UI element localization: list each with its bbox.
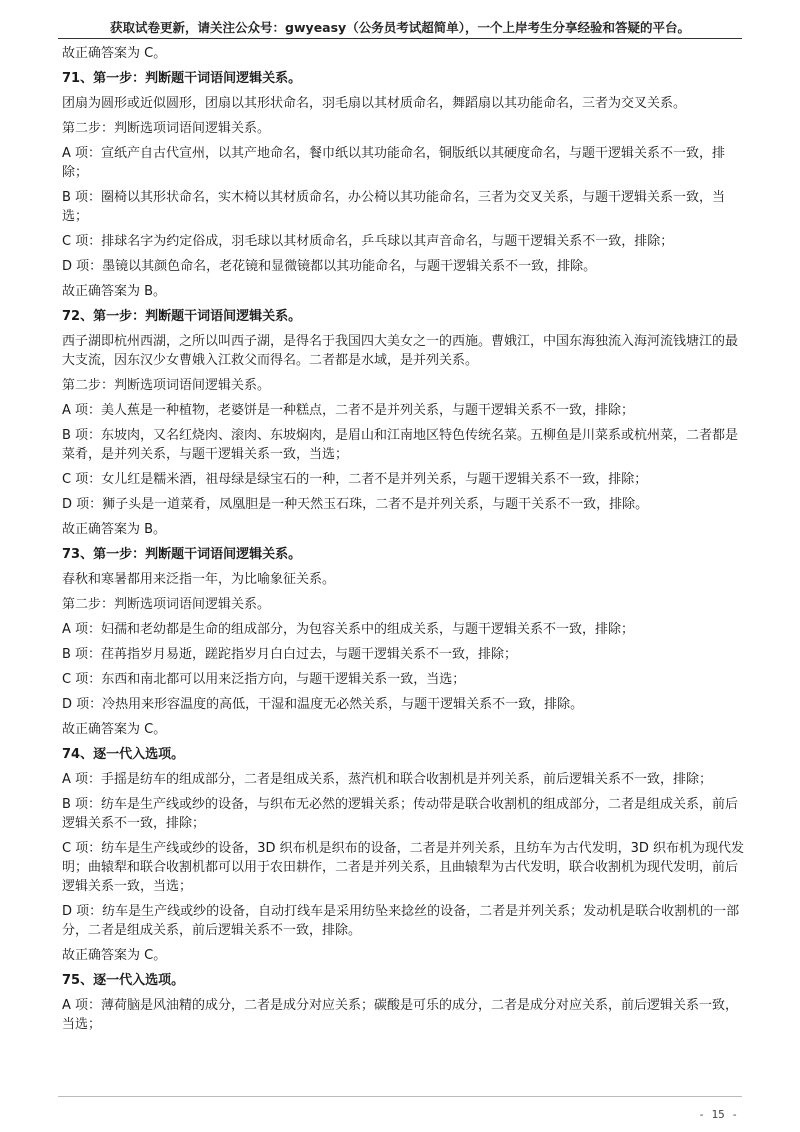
option-d: D 项：墨镜以其颜色命名，老花镜和显微镜都以其功能命名，与题干逻辑关系不一致，排除。	[62, 259, 597, 274]
page-header: 获取试卷更新，请关注公众号：gwyeasy（公务员考试超简单），一个上岸考生分享经验和答疑的平台。	[110, 20, 690, 35]
step-heading: 第二步：判断选项词语间逻辑关系。	[62, 378, 271, 393]
answer-line: 故正确答案为 C。	[62, 948, 167, 963]
option-c: C 项：女儿红是糯米酒，祖母绿是绿宝石的一种，二者不是并列关系，与题干逻辑关系不一致，排除；	[62, 472, 648, 487]
paragraph: 西子湖即杭州西湖，之所以叫西子湖，是得名于我国四大美女之一的西施。曹娥江，中国东海独流入海河流钱塘江的最大支流，因东汉少女曹娥入江救父而得名。二者都是水域，是并列关系。	[62, 334, 739, 368]
option-c: C 项：纺车是生产线或纱的设备，3D 织布机是织布的设备，二者是并列关系，且纺车为古代发明，3D 织布机为现代发明；曲辕犁和联合收割机都可以用于农田耕作，二者是并列关系，且曲辕犁为古代发明，联合收割机为现代发明，前后逻辑关系一致，当选；	[62, 841, 745, 894]
question-72-heading: 72、第一步：判断题干词语间逻辑关系。	[62, 309, 302, 324]
option-b: B 项：荏苒指岁月易逝，蹉跎指岁月白白过去，与题干逻辑关系不一致，排除；	[62, 647, 518, 662]
question-73-heading: 73、第一步：判断题干词语间逻辑关系。	[62, 547, 302, 562]
option-b: B 项：圈椅以其形状命名，实木椅以其材质命名，办公椅以其功能命名，三者为交叉关系，与题干逻辑关系一致，当选；	[62, 190, 726, 224]
step-heading: 第二步：判断选项词语间逻辑关系。	[62, 121, 271, 136]
answer-line: 故正确答案为 B。	[62, 284, 167, 299]
answer-line: 故正确答案为 C。	[62, 46, 167, 61]
paragraph: 春秋和寒暑都用来泛指一年，为比喻象征关系。	[62, 572, 336, 587]
document-body	[62, 44, 746, 1040]
question-74-heading: 74、逐一代入选项。	[62, 747, 185, 762]
page-number: - 15 -	[698, 1108, 738, 1121]
option-b: B 项：纺车是生产线或纱的设备，与织布无必然的逻辑关系；传动带是联合收割机的组成部分，二者是组成关系，前后逻辑关系不一致，排除；	[62, 797, 739, 831]
option-d: D 项：狮子头是一道菜肴，凤凰胆是一种天然玉石珠，二者不是并列关系，与题干关系不一致，排除。	[62, 497, 649, 512]
option-c: C 项：排球名字为约定俗成，羽毛球以其材质命名，乒乓球以其声音命名，与题干逻辑关系不一致，排除；	[62, 234, 674, 249]
option-a: A 项：美人蕉是一种植物，老婆饼是一种糕点，二者不是并列关系，与题干逻辑关系不一致，排除；	[62, 403, 635, 418]
step-heading: 第二步：判断选项词语间逻辑关系。	[62, 597, 271, 612]
question-75-heading: 75、逐一代入选项。	[62, 973, 185, 988]
paragraph: 团扇为圆形或近似圆形，团扇以其形状命名，羽毛扇以其材质命名，舞蹈扇以其功能命名，三者为交叉关系。	[62, 96, 687, 111]
option-d: D 项：冷热用来形容温度的高低，干湿和温度无必然关系，与题干逻辑关系不一致，排除。	[62, 697, 584, 712]
answer-line: 故正确答案为 B。	[62, 522, 167, 537]
option-d: D 项：纺车是生产线或纱的设备，自动打线车是采用纺坠来捻丝的设备，二者是并列关系；发动机是联合收割机的一部分，二者是组成关系，前后逻辑关系不一致，排除。	[62, 904, 740, 938]
option-a: A 项：手摇是纺车的组成部分，二者是组成关系，蒸汽机和联合收割机是并列关系，前后逻辑关系不一致，排除；	[62, 772, 713, 787]
option-a: A 项：薄荷脑是风油精的成分，二者是成分对应关系；碳酸是可乐的成分，二者是成分对应关系，前后逻辑关系一致，当选；	[62, 998, 739, 1032]
question-71-heading: 71、第一步：判断题干词语间逻辑关系。	[62, 71, 302, 86]
option-a: A 项：妇孺和老幼都是生命的组成部分，为包容关系中的组成关系，与题干逻辑关系不一致，排除；	[62, 622, 635, 637]
option-c: C 项：东西和南北都可以用来泛指方向，与题干逻辑关系一致，当选；	[62, 672, 466, 687]
option-a: A 项：宣纸产自古代宣州，以其产地命名，餐巾纸以其功能命名，铜版纸以其硬度命名，与题干逻辑关系不一致，排除；	[62, 146, 726, 180]
footer-rule	[58, 1096, 742, 1097]
answer-line: 故正确答案为 C。	[62, 722, 167, 737]
option-b: B 项：东坡肉，又名红烧肉、滚肉、东坡焖肉，是眉山和江南地区特色传统名菜。五柳鱼是川菜系或杭州菜，二者都是菜肴，是并列关系，与题干逻辑关系一致，当选；	[62, 428, 739, 462]
header-rule	[58, 38, 742, 39]
